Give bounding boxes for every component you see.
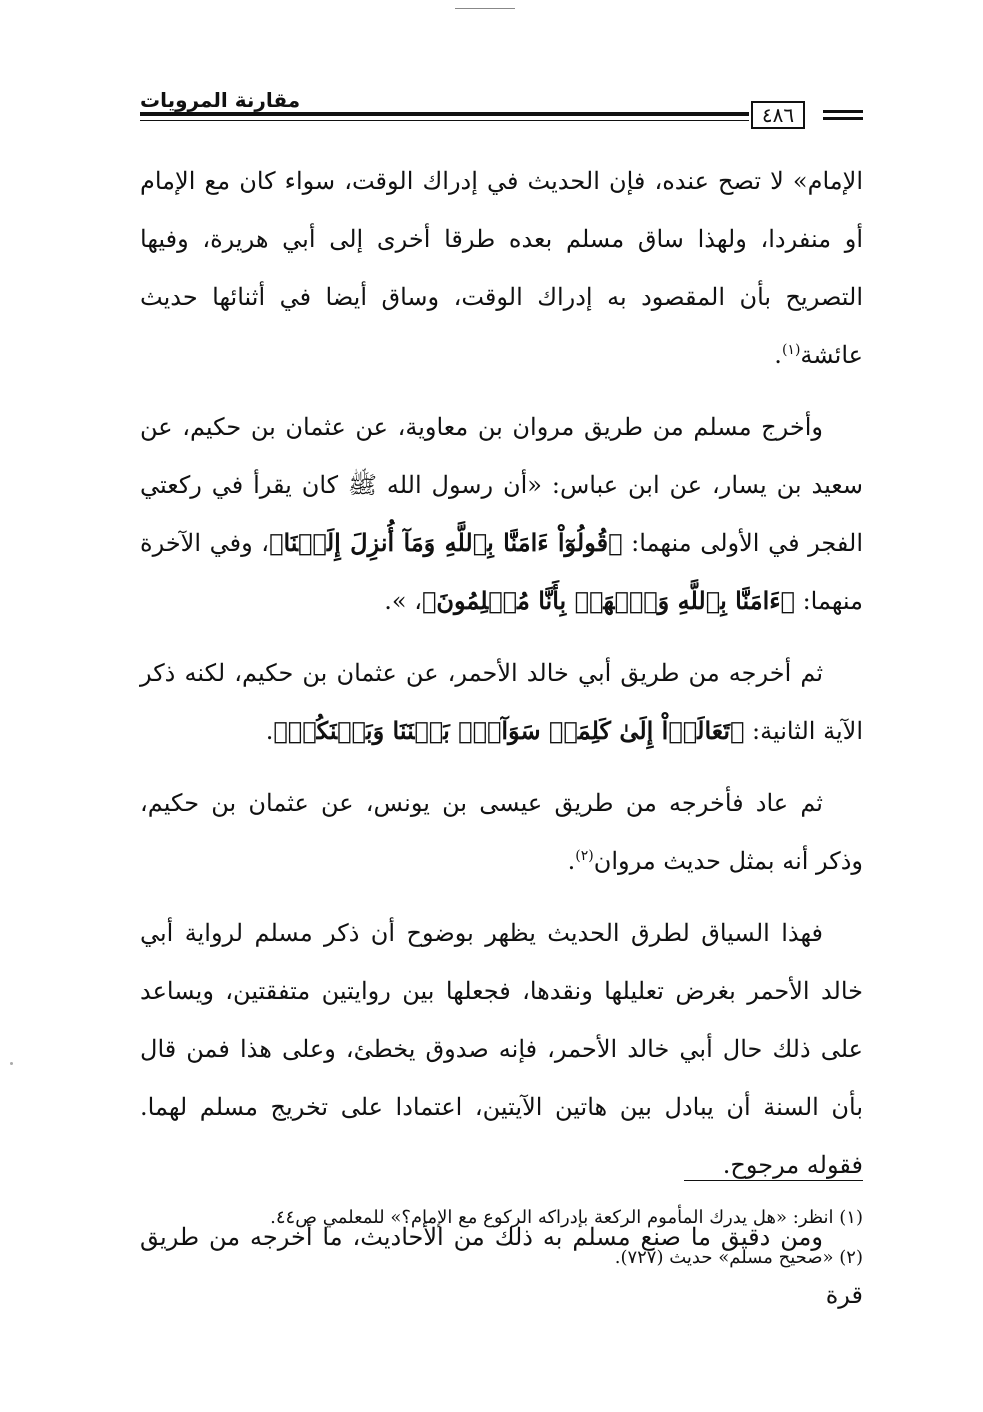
page-number: ٤٨٦ <box>751 101 805 129</box>
paragraph-1: الإمام» لا تصح عنده، فإن الحديث في إدراك الوقت، سواء كان مع الإمام أو منفردا، ولهذا ساق مسلم بعده طرقا أخرى إلى أبي هريرة، وفيها التصريح بأن المقصود به إدراك الوقت، وساق أيضا في أثنائها حديث عائشة$^{(١)}$. <box>140 167 863 369</box>
footnote-ref-1[interactable]: (١) <box>781 342 801 358</box>
paragraph-2: وأخرج مسلم من طريق مروان بن معاوية، عن عثمان بن حكيم، عن سعيد بن يسار، عن ابن عباس: «أن رسول الله ﷺ كان يقرأ في ركعتي الفجر في الأولى منهما: ﴿قُولُوٓاْ ءَامَنَّا بِٱللَّهِ وَمَآ أُنزِلَ إِلَيۡنَا﴾، وفي الآخرة منهما: ﴿ءَامَنَّا بِٱللَّهِ وَٱشۡهَدۡ بِأَنَّا مُسۡلِمُونَ﴾، ». <box>140 413 864 615</box>
header-rule-thick <box>140 112 749 116</box>
footnote-separator <box>684 1180 863 1181</box>
header-rule-thin <box>140 120 749 121</box>
quran-verse-3: ﴿تَعَالَوۡاْ إِلَىٰ كَلِمَةٖ سَوَآءِۭ بَيۡنَنَا وَبَيۡنَكُمۡ﴾ <box>273 716 745 745</box>
quran-verse-1: ﴿قُولُوٓاْ ءَامَنَّا بِٱللَّهِ وَمَآ أُنزِلَ إِلَيۡنَا﴾ <box>269 528 623 557</box>
top-crop-mark <box>455 8 515 9</box>
footnote-2: (٢) «صحيح مسلم» حديث (٧٢٧). <box>614 1247 863 1268</box>
header-ornament-top <box>823 110 863 113</box>
running-title: مقارنة المرويات <box>140 88 301 112</box>
main-text <box>140 152 863 1338</box>
header-ornament-bottom <box>823 117 863 120</box>
paragraph-3: ثم أخرجه من طريق أبي خالد الأحمر، عن عثمان بن حكيم، لكنه ذكر الآية الثانية: ﴿تَعَالَوۡاْ إِلَىٰ كَلِمَةٖ سَوَآءِۭ بَيۡنَنَا وَبَيۡنَكُمۡ﴾. <box>140 659 863 745</box>
footnote-ref-2[interactable]: (٢) <box>575 848 594 864</box>
paragraph-6: ومن دقيق ما صنع مسلم به ذلك من الأحاديث، ما أخرجه من طريق قرة <box>140 1223 863 1309</box>
margin-speck <box>10 1062 13 1065</box>
paragraph-5: فهذا السياق لطرق الحديث يظهر بوضوح أن ذكر مسلم لرواية أبي خالد الأحمر بغرض تعليلها ونقدها، فجعلها بين روايتين متفقتين، ويساعد على ذلك حال أبي خالد الأحمر، فإنه صدوق يخطئ، وعلى هذا فمن قال بأن السنة أن يبادل بين هاتين الآيتين، اعتمادا على تخريج مسلم لهما. فقوله مرجوح. <box>140 919 864 1179</box>
page-header <box>140 88 863 148</box>
footnotes <box>140 1198 863 1278</box>
paragraph-4: ثم عاد فأخرجه من طريق عيسى بن يونس، عن عثمان بن حكيم، وذكر أنه بمثل حديث مروان$^{(٢)}$. <box>140 789 863 875</box>
footnote-1: (١) انظر: «هل يدرك المأموم الركعة بإدراكه الركوع مع الإمام؟» للمعلمي ص٤٤. <box>270 1207 863 1228</box>
quran-verse-2: ﴿ءَامَنَّا بِٱللَّهِ وَٱشۡهَدۡ بِأَنَّا مُسۡلِمُونَ﴾ <box>421 586 795 615</box>
